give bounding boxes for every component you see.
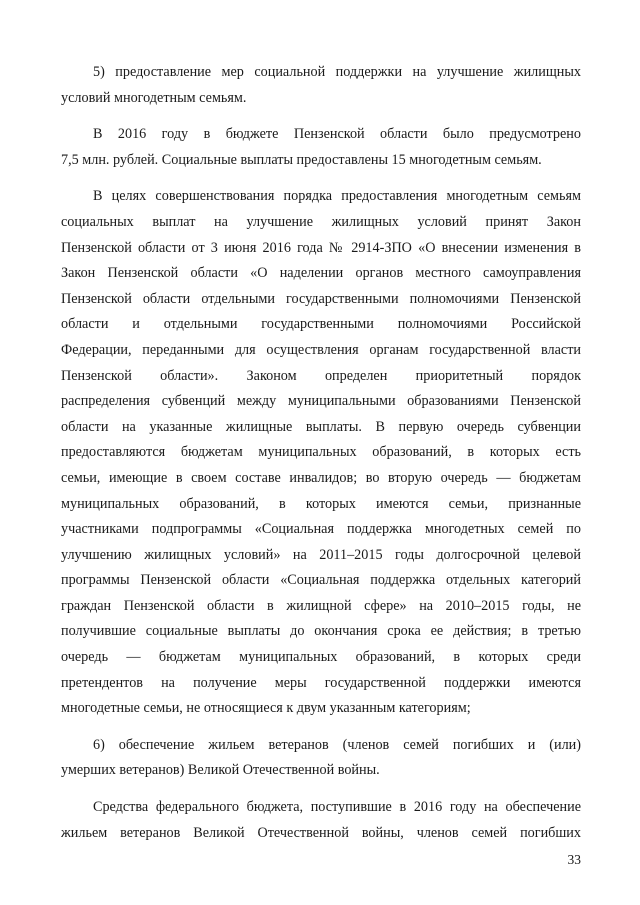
text-line: семьи, имеющие в своем составе инвалидов; во вторую очередь — бюджетам — [61, 469, 581, 486]
text-line: распределения субвенций между муниципальными образованиями Пензенской — [61, 393, 581, 410]
text-line: 5) предоставление мер социальной поддержки на улучшение жилищных — [93, 64, 581, 80]
text-line: В 2016 году в бюджете Пензенской области было предусмотрено — [93, 126, 581, 143]
text-line: программы Пензенской области «Социальная поддержка отдельных категорий — [61, 572, 581, 589]
text-line: предоставляются бюджетам муниципальных образований, в которых есть — [61, 444, 581, 461]
text-line: 7,5 млн. рублей. Социальные выплаты предоставлены 15 многодетным семьям. — [61, 151, 542, 168]
paragraph — [61, 795, 581, 846]
text-line: очередь — бюджетам муниципальных образований, в которых среди — [61, 649, 581, 666]
text-line: получившие социальные выплаты до окончания срока ее действия; в третью — [61, 623, 581, 640]
text-line: граждан Пензенской области в жилищной сфере» на 2010–2015 годы, не — [61, 597, 581, 614]
text-line: муниципальных образований, в которых имеются семьи, признанные — [61, 495, 581, 512]
text-line: социальных выплат на улучшение жилищных условий принят Закон — [61, 213, 581, 230]
paragraph — [61, 733, 581, 784]
text-line: Пензенской области отдельными государственными полномочиями Пензенской — [61, 290, 581, 307]
text-line: области на указанные жилищные выплаты. В первую очередь субвенции — [61, 418, 581, 435]
text-line: Федерации, переданными для осуществления органам государственной власти — [61, 341, 581, 358]
text-line: Закон Пензенской области «О наделении органов местного самоуправления — [61, 265, 581, 282]
page-number: 33 — [567, 852, 581, 867]
paragraph — [61, 184, 581, 721]
document-body — [61, 60, 581, 846]
text-line: участниками подпрограммы «Социальная поддержка многодетных семей по — [61, 521, 581, 538]
text-line: претендентов на получение меры государственной поддержки имеются — [61, 674, 581, 691]
text-line: В целях совершенствования порядка предоставления многодетным семьям — [93, 188, 581, 205]
text-line: Пензенской области от 3 июня 2016 года № 2914-ЗПО «О внесении изменения в — [61, 239, 581, 256]
paragraph — [61, 122, 581, 173]
text-line: многодетные семьи, не относящиеся к двум указанным категориям; — [61, 700, 471, 717]
text-line: Пензенской области». Законом определен приоритетный порядок — [61, 367, 581, 384]
text-line: улучшению жилищных условий» на 2011–2015 годы долгосрочной целевой — [61, 546, 581, 563]
text-line: умерших ветеранов) Великой Отечественной войны. — [61, 762, 380, 779]
paragraph — [61, 60, 581, 111]
text-line: Средства федерального бюджета, поступившие в 2016 году на обеспечение — [93, 799, 581, 816]
text-line: условий многодетным семьям. — [61, 89, 247, 106]
text-line: 6) обеспечение жильем ветеранов (членов семей погибших и (или) — [93, 736, 581, 753]
text-line: жильем ветеранов Великой Отечественной войны, членов семей погибших — [61, 824, 581, 841]
text-line: области и отдельными государственными полномочиями Российской — [61, 316, 581, 333]
